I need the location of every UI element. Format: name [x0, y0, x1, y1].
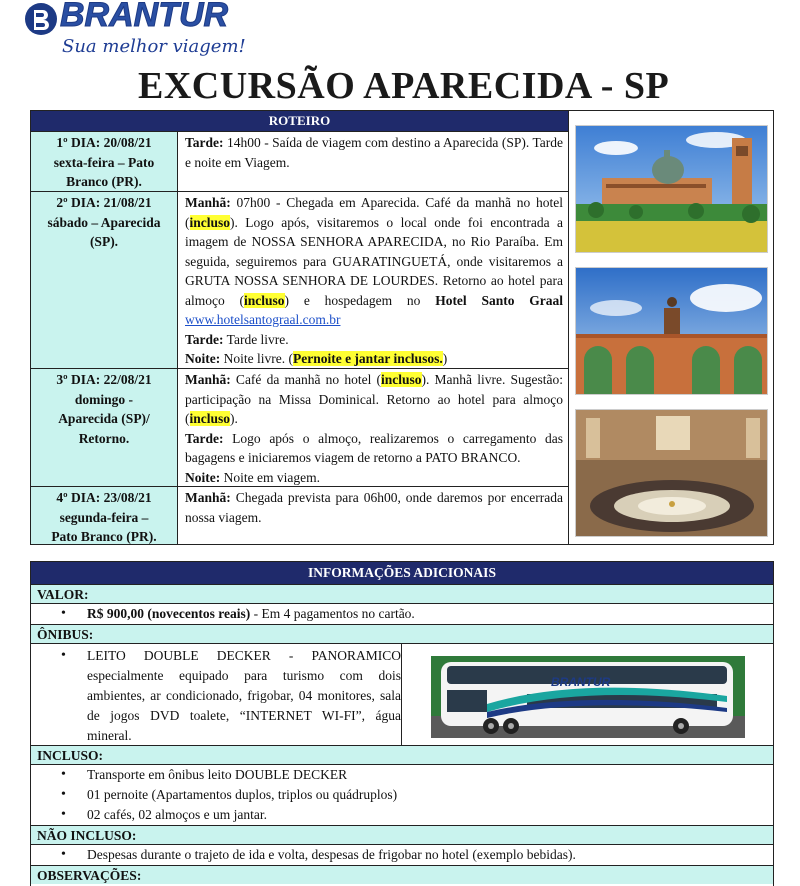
- day-1-label-line: sexta-feira – Pato: [53, 154, 155, 170]
- hotel-name: Hotel Santo Graal: [435, 292, 564, 308]
- day-2-label-line: sábado – Aparecida: [47, 214, 161, 230]
- manha-text: ). Logo após, visitaremos o local onde foi encontrada a imagem de NOSSA SENHORA APARECIDA, no Rio Paraíba. Em seguida, seguiremos para GUARATINGUETÁ, onde visitaremos a GRUTA NOSSA SENHORA DE LOURDES. Retorno ao hotel para almoço (: [185, 214, 563, 308]
- manha-text: ). Manhã livre. Sugestão: participação na Missa Dominical. Retorno ao hotel para almoço (: [185, 372, 563, 426]
- day-2-description: [179, 192, 568, 368]
- incluso-section: [31, 764, 773, 825]
- day-3-label-line: 3º DIA: 22/08/21: [56, 372, 152, 387]
- list-item: [31, 604, 773, 624]
- day-4-label: [31, 487, 178, 544]
- day-2-label-line: (SP).: [89, 234, 119, 249]
- nao-incluso-section: [31, 844, 773, 865]
- tarde-text: 14h00 - Saída de viagem com destino a Aparecida (SP). Tarde e noite em Viagem.: [185, 135, 563, 170]
- itinerary-day-4: [31, 486, 568, 544]
- day-2-label-line: 2º DIA: 21/08/21: [56, 195, 152, 210]
- manha-text: Café da manhã no hotel (: [230, 372, 381, 387]
- brand-name: BRANTUR: [60, 0, 229, 34]
- manha-text: ).: [230, 411, 238, 426]
- day-4-label-line: Pato Branco (PR).: [51, 529, 157, 544]
- bus-photo: [431, 656, 745, 738]
- nao-incluso-label: NÃO INCLUSO:: [31, 825, 773, 844]
- additional-info-heading: INFORMAÇÕES ADICIONAIS: [31, 562, 773, 584]
- day-1-label-line: 1º DIA: 20/08/21: [56, 135, 152, 150]
- observacoes-label: OBSERVAÇÕES:: [31, 865, 773, 884]
- itinerary-photos: [568, 111, 773, 544]
- incluso-highlight: incluso: [244, 292, 285, 308]
- brand-slogan: Sua melhor viagem!: [62, 36, 246, 57]
- price: R$ 900,00 (novecentos reais): [87, 606, 251, 621]
- valor-label: VALOR:: [31, 584, 773, 603]
- noite-label: Noite:: [185, 469, 221, 485]
- price-detail: - Em 4 pagamentos no cartão.: [250, 606, 415, 621]
- day-1-description: [179, 132, 568, 191]
- manha-text: 07h00 - Chegada em Aparecida. Café da manhã no hotel (: [185, 195, 563, 230]
- divider: [401, 644, 402, 745]
- brand-logo: [24, 0, 264, 62]
- list-item: • LEITO DOUBLE DECKER - PANORAMICO especialmente equipado para turismo com dois ambientes, ar condicionado, frigobar, 04 monitores, sala de jogos DVD toalete, “INTERNET WI-FI”, água mineral.: [31, 646, 401, 746]
- day-3-label-line: domingo -: [74, 391, 134, 407]
- day-3-description: [179, 369, 568, 486]
- manha-label: Manhã:: [185, 372, 231, 387]
- noite-text: ): [442, 351, 448, 366]
- valor-section: [31, 603, 773, 624]
- tarde-text: Tarde livre.: [223, 331, 289, 347]
- onibus-description: [31, 644, 401, 746]
- interior-photo: [575, 409, 768, 537]
- manha-label: Manhã:: [185, 490, 231, 505]
- day-3-label-line: Aparecida (SP)/: [58, 411, 150, 426]
- incluso-highlight: incluso: [189, 214, 231, 230]
- pernoite-highlight: Pernoite e jantar inclusos.: [292, 351, 443, 366]
- tarde-label: Tarde:: [185, 135, 224, 150]
- basilica-photo: [575, 125, 768, 253]
- noite-label: Noite:: [185, 351, 221, 366]
- noite-text: Noite em viagem.: [220, 469, 320, 485]
- additional-info-table: [30, 561, 774, 886]
- day-1-label-line: Branco (PR).: [66, 174, 142, 189]
- arches-photo: [575, 267, 768, 395]
- tarde-label: Tarde:: [185, 331, 224, 347]
- tarde-text: Logo após o almoço, realizaremos o carregamento das bagagens e iniciaremos viagem de retorno a PATO BRANCO.: [185, 430, 563, 465]
- day-4-label-line: 4º DIA: 23/08/21: [56, 490, 152, 505]
- itinerary-table: [30, 110, 774, 545]
- noite-text: Noite livre. (: [220, 351, 293, 366]
- list-item: • 02 cafés, 02 almoços e um jantar.: [31, 805, 773, 825]
- day-4-label-line: segunda-feira –: [59, 509, 149, 525]
- incluso-highlight: incluso: [189, 411, 231, 426]
- list-item: • 01 pernoite (Apartamentos duplos, triplos ou quádruplos): [31, 785, 773, 805]
- day-4-description: [179, 487, 568, 544]
- manha-label: Manhã:: [185, 195, 231, 210]
- list-item: • Transporte em ônibus leito DOUBLE DECKER: [31, 765, 773, 785]
- manha-text: ) e hospedagem no: [284, 292, 436, 308]
- brand-logo-icon: [24, 2, 58, 36]
- bus-brand-text: BRANTUR: [551, 675, 611, 689]
- itinerary-day-1: [31, 131, 568, 191]
- incluso-highlight: incluso: [381, 372, 422, 387]
- day-3-label: [31, 369, 178, 486]
- itinerary-day-2: [31, 191, 568, 368]
- day-3-label-line: Retorno.: [78, 430, 130, 446]
- incluso-label: INCLUSO:: [31, 745, 773, 764]
- list-item: • Despesas durante o trajeto de ida e volta, despesas de frigobar no hotel (exemplo bebidas).: [31, 845, 773, 865]
- hotel-website-link[interactable]: www.hotelsantograal.com.br: [185, 312, 341, 327]
- page-title: EXCURSÃO APARECIDA - SP: [138, 65, 670, 107]
- itinerary-heading: ROTEIRO: [31, 111, 568, 131]
- day-1-label: [31, 132, 178, 191]
- tarde-label: Tarde:: [185, 430, 224, 446]
- onibus-section: [31, 643, 773, 745]
- onibus-label: ÔNIBUS:: [31, 624, 773, 643]
- day-2-label: [31, 192, 178, 368]
- itinerary-day-3: [31, 368, 568, 486]
- manha-text: Chegada prevista para 06h00, onde daremos por encerrada nossa viagem.: [185, 490, 563, 525]
